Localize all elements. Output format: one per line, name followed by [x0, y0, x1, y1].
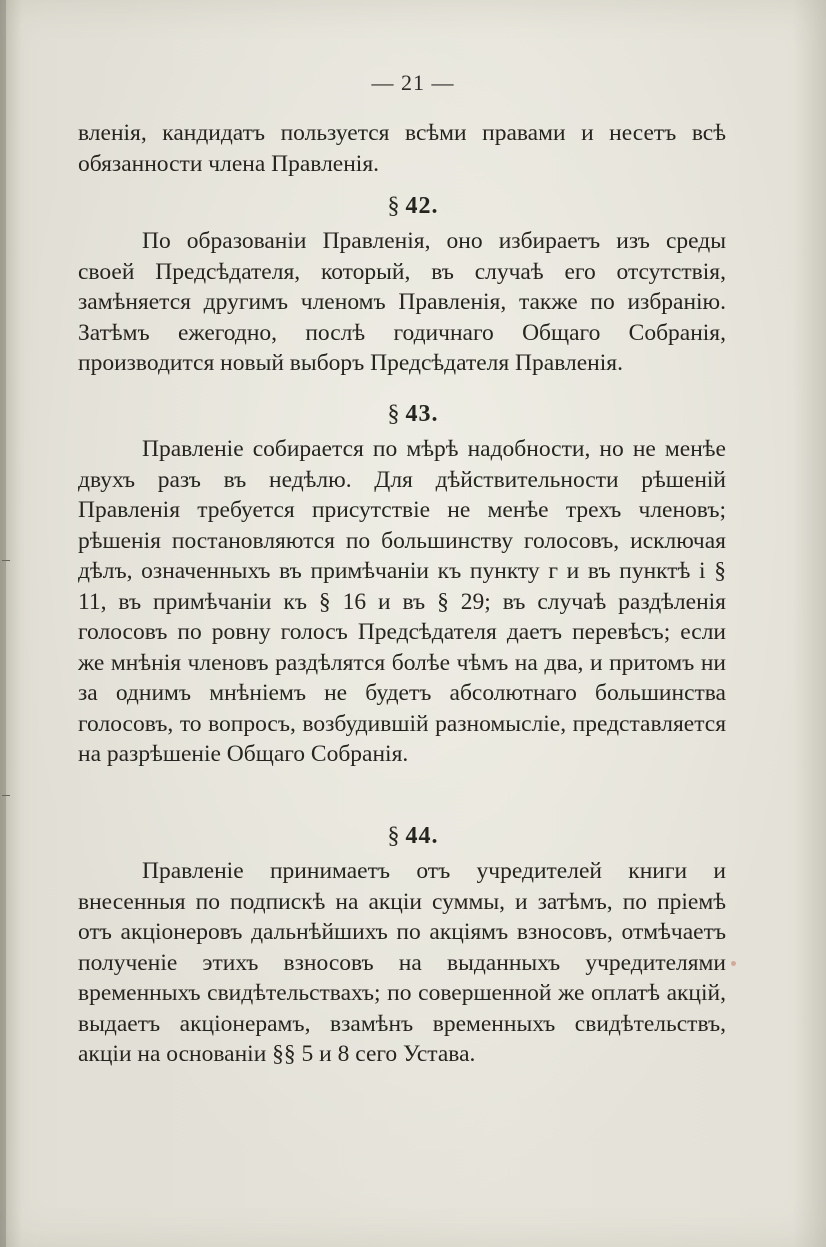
- margin-mark: [2, 560, 10, 561]
- continuation-paragraph: вленія, кандидатъ пользуется всѣми правами и несетъ всѣ обязанности члена Правленія.: [78, 120, 726, 177]
- section-42-paragraph: По образованіи Правленія, оно избираетъ изъ среды своей Предсѣдателя, который, въ случаѣ его отсутствія, замѣняется другимъ членомъ Правленія, также по избранію. Затѣмъ ежегодно, послѣ годичнаго Общаго Собранія, производится новый выборъ Предсѣдателя Правленія.: [78, 228, 726, 376]
- section-heading-43: [0, 401, 826, 428]
- paper-stain: [731, 961, 736, 966]
- section-number: 42.: [405, 193, 439, 219]
- section-number: 44.: [405, 823, 439, 849]
- section-44-paragraph: Правленіе принимаетъ отъ учредителей книги и внесенныя по подпискѣ на акціи суммы, и затѣмъ, по пріемѣ отъ акціонеровъ дальнѣйшихъ по акціямъ взносовъ, отмѣчаетъ полученіе этихъ взносовъ на выданныхъ учредителями временныхъ свидѣтельствахъ; по совершенной же оплатѣ акцій, выдаетъ акціонерамъ, взамѣнъ временныхъ свидѣтельствъ, акціи на основаніи §§ 5 и 8 сего Устава.: [78, 858, 726, 1067]
- margin-mark: [2, 795, 10, 796]
- page-number: — 21 —: [371, 70, 455, 95]
- section-number: 43.: [405, 401, 439, 427]
- section-heading-42: [0, 193, 826, 220]
- section-sign: §: [387, 401, 400, 427]
- section-heading-44: [0, 823, 826, 850]
- section-sign: §: [387, 823, 400, 849]
- section-sign: §: [387, 193, 400, 219]
- page-binding-edge: [0, 0, 6, 1247]
- section-43-paragraph: Правленіе собирается по мѣрѣ надобности, но не менѣе двухъ разъ въ недѣлю. Для дѣйствительности рѣшеній Правленія требуется присутствіе не менѣе трехъ членовъ; рѣшенія постановляются по большинству голосовъ, исключая дѣлъ, означенныхъ въ примѣчаніи къ пункту г и въ пунктѣ і § 11, въ примѣчаніи къ § 16 и въ § 29; въ случаѣ раздѣленія голосовъ по ровну голосъ Предсѣдателя даетъ перевѣсъ; если же мнѣнія членовъ раздѣлятся болѣе чѣмъ на два, и притомъ ни за однимъ мнѣніемъ не будетъ абсолютнаго большинства голосовъ, то вопросъ, возбудившій разномысліе, представляется на разрѣшеніе Общаго Собранія.: [78, 436, 726, 767]
